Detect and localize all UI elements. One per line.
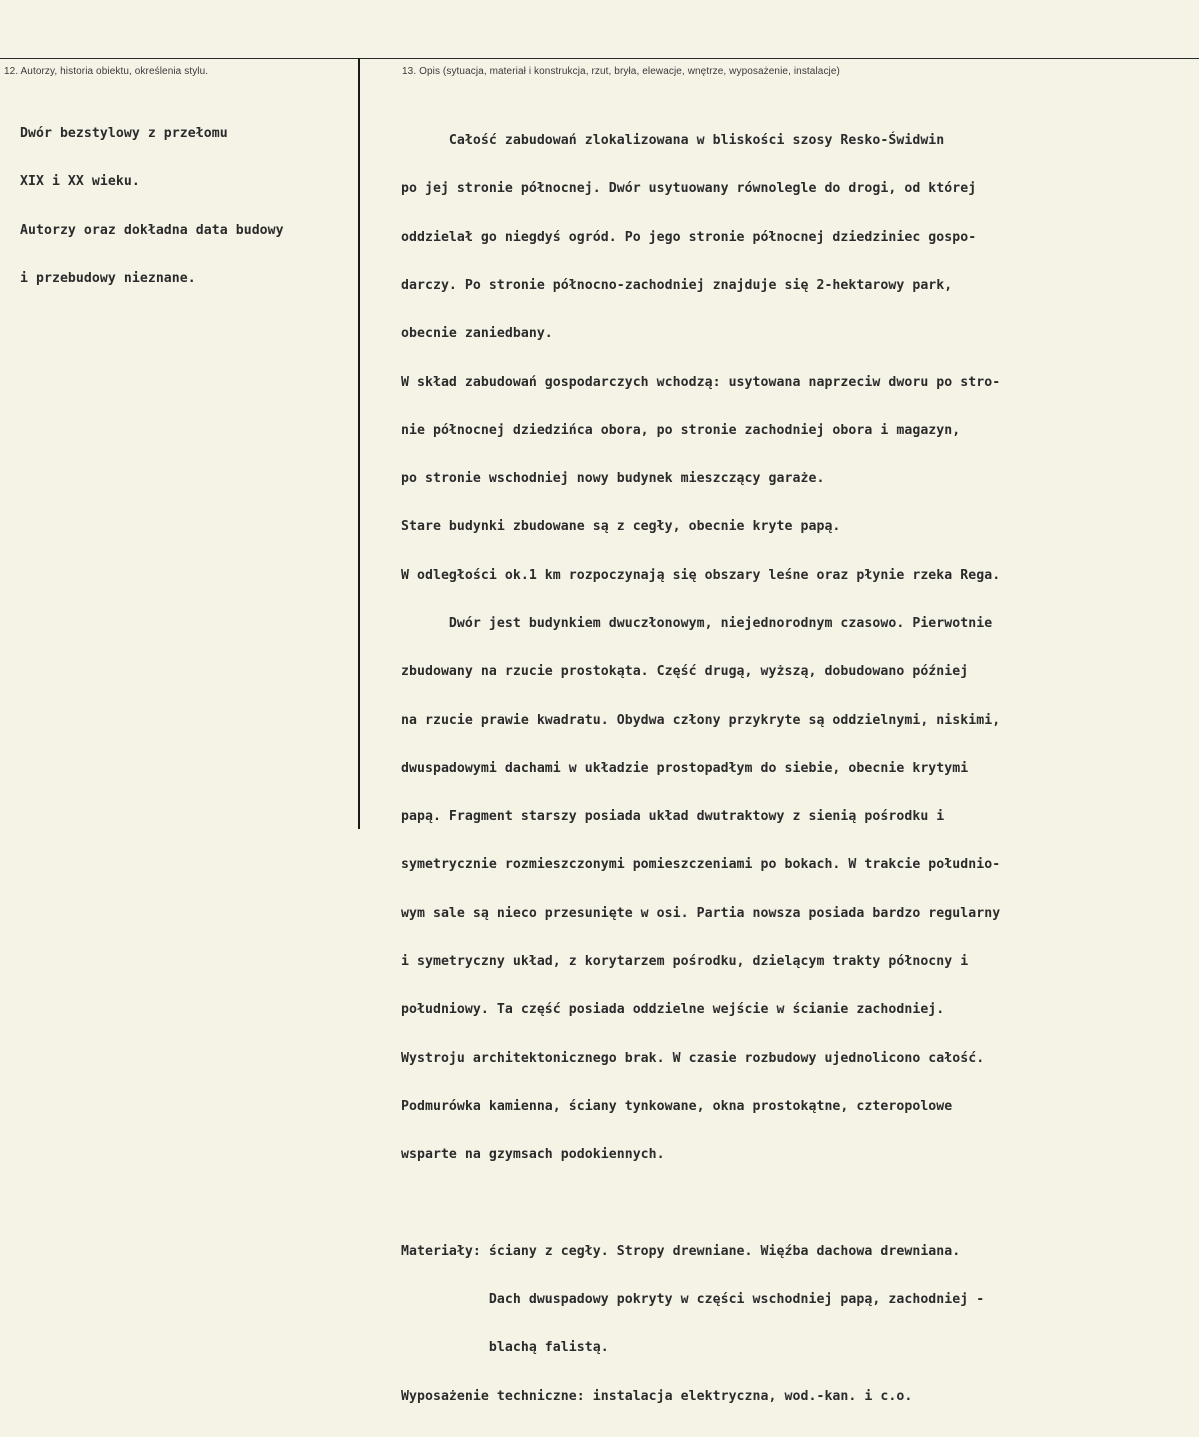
text-line: papą. Fragment starszy posiada układ dwutraktowy z sienią pośrodku i xyxy=(401,809,945,825)
description-text xyxy=(401,101,1000,1437)
text-line: i symetryczny układ, z korytarzem pośrodku, dzielącym trakty północny i xyxy=(401,953,969,969)
text-line: zbudowany na rzucie prostokąta. Część drugą, wyższą, dobudowano później xyxy=(401,664,969,680)
text-line: Całość zabudowań zlokalizowana w bliskości szosy Resko-Świdwin xyxy=(401,133,945,149)
text-line: Wyposażenie techniczne: instalacja elektryczna, wod.-kan. i c.o. xyxy=(401,1388,913,1404)
text-line: Dwór bezstylowy z przełomu xyxy=(20,126,228,142)
text-line: Wystroju architektonicznego brak. W czasie rozbudowy ujednolicono całość. xyxy=(401,1050,985,1066)
text-line: symetrycznie rozmieszczonymi pomieszczeniami po bokach. W trakcie południo- xyxy=(401,857,1001,873)
text-line xyxy=(401,1195,1000,1211)
authors-history-text xyxy=(20,94,284,319)
text-line: oddzielał go niegdyś ogród. Po jego stronie północnej dziedziniec gospo- xyxy=(401,229,977,245)
text-line: i przebudowy nieznane. xyxy=(20,271,196,287)
text-line: nie północnej dziedzińca obora, po stronie zachodniej obora i magazyn, xyxy=(401,422,961,438)
text-line: Dach dwuspadowy pokryty w części wschodniej papą, zachodniej - xyxy=(401,1291,985,1307)
text-line: Materiały: ściany z cegły. Stropy drewniane. Więźba dachowa drewniana. xyxy=(401,1243,961,1259)
text-line: po jej stronie północnej. Dwór usytuowany równolegle do drogi, od której xyxy=(401,181,977,197)
text-line: południowy. Ta część posiada oddzielne wejście w ścianie zachodniej. xyxy=(401,1002,945,1018)
column-divider xyxy=(358,58,360,829)
header-rule xyxy=(0,58,1199,59)
field-label-authors-history: 12. Autorzy, historia obiektu, określenia stylu. xyxy=(4,66,209,77)
text-line: obecnie zaniedbany. xyxy=(401,326,553,342)
text-line: dwuspadowymi dachami w układzie prostopadłym do siebie, obecnie krytymi xyxy=(401,760,969,776)
field-label-description: 13. Opis (sytuacja, materiał i konstrukcja, rzut, bryła, elewacje, wnętrze, wyposażenie, instalacje) xyxy=(402,66,840,77)
text-line: darczy. Po stronie północno-zachodniej znajduje się 2-hektarowy park, xyxy=(401,278,953,294)
text-line: na rzucie prawie kwadratu. Obydwa człony przykryte są oddzielnymi, niskimi, xyxy=(401,712,1001,728)
text-line: W odległości ok.1 km rozpoczynają się obszary leśne oraz płynie rzeka Rega. xyxy=(401,567,1001,583)
text-line: po stronie wschodniej nowy budynek mieszczący garaże. xyxy=(401,471,825,487)
text-line: Podmurówka kamienna, ściany tynkowane, okna prostokątne, czteropolowe xyxy=(401,1098,953,1114)
text-line: W skład zabudowań gospodarczych wchodzą: usytowana naprzeciw dworu po stro- xyxy=(401,374,1001,390)
text-line: wym sale są nieco przesunięte w osi. Partia nowsza posiada bardzo regularny xyxy=(401,905,1001,921)
text-line: Dwór jest budynkiem dwuczłonowym, niejednorodnym czasowo. Pierwotnie xyxy=(401,616,993,631)
text-line: XIX i XX wieku. xyxy=(20,174,140,190)
text-line: Autorzy oraz dokładna data budowy xyxy=(20,222,284,238)
text-line: blachą falistą. xyxy=(401,1340,609,1356)
text-line: Stare budynki zbudowane są z cegły, obecnie kryte papą. xyxy=(401,519,841,535)
text-line: wsparte na gzymsach podokiennych. xyxy=(401,1147,665,1163)
